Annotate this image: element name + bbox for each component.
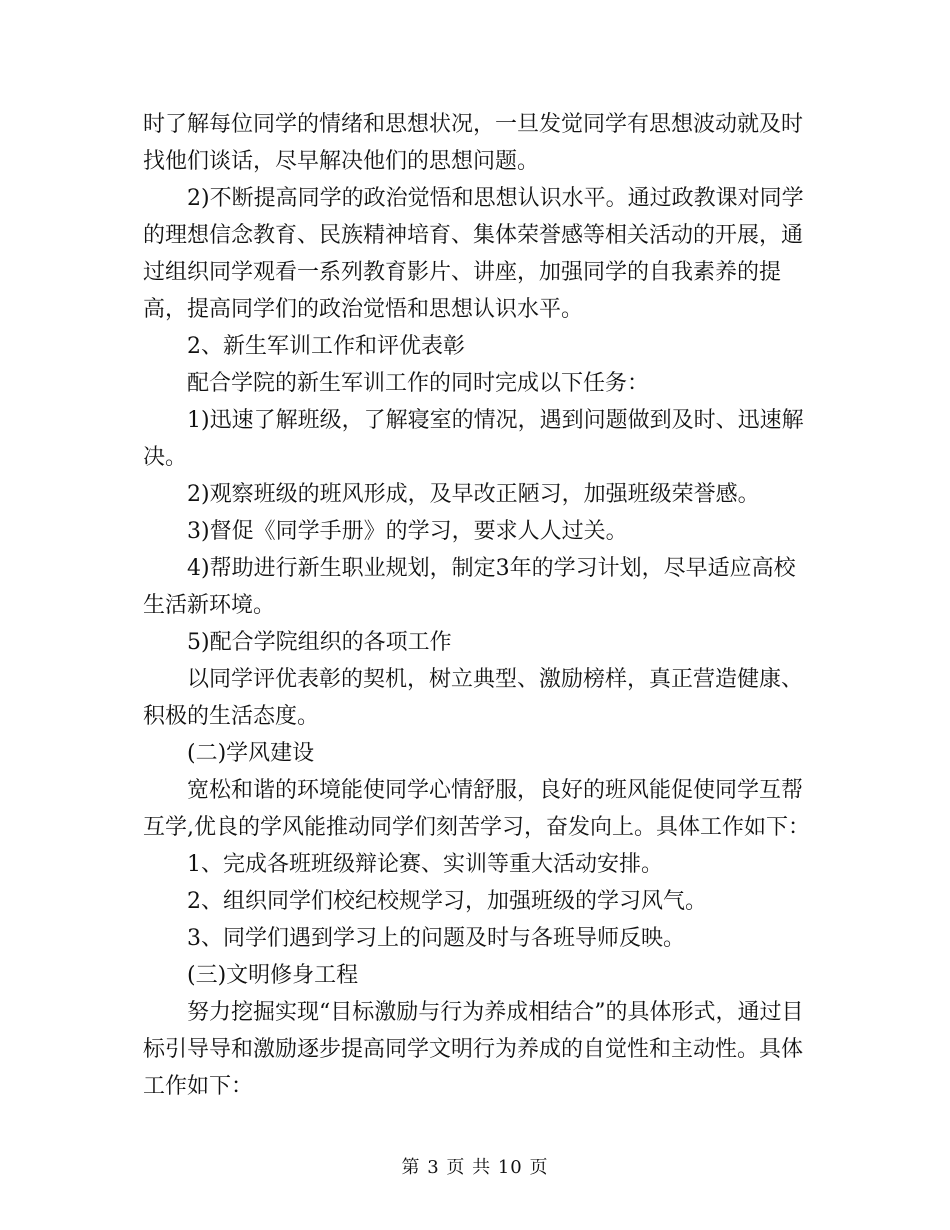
- list-item-3: 3)督促《同学手册》的学习，要求人人过关。: [187, 519, 628, 544]
- section-heading-civility: (三)文明修身工程: [187, 963, 359, 988]
- section-heading-military-training: 2、新生军训工作和评优表彰: [187, 334, 465, 359]
- section-heading-study-style: (二)学风建设: [187, 741, 315, 766]
- list-item-5: 5)配合学院组织的各项工作: [187, 630, 452, 655]
- page-number-footer: 第 3 页 共 10 页: [401, 1157, 549, 1178]
- paragraph-4: 配合学院的新生军训工作的同时完成以下任务：: [187, 371, 650, 396]
- list-item-2: 2)观察班级的班风形成，及早改正陋习，加强班级荣誉感。: [187, 482, 760, 507]
- paragraph-12: 宽松和谐的环境能使同学心情舒服，良好的班风能促使同学互帮互学,优良的学风能推动同学们刻苦学习，奋发向上。具体工作如下：: [143, 778, 810, 840]
- list-item-4: 4)帮助进行新生职业规划，制定3年的学习计划，尽早适应高校生活新环境。: [143, 556, 796, 618]
- study-item-2: 2、组织同学们校纪校规学习，加强班级的学习风气。: [187, 889, 707, 914]
- paragraph-17: 努力挖掘实现“目标激励与行为养成相结合”的具体形式，通过目标引导导和激励逐步提高同学文明行为养成的自觉性和主动性。具体工作如下：: [143, 1000, 804, 1099]
- study-item-3: 3、同学们遇到学习上的问题及时与各班导师反映。: [187, 926, 685, 951]
- paragraph-1: 时了解每位同学的情绪和思想状况，一旦发觉同学有思想波动就及时找他们谈话，尽早解决他们的思想问题。: [143, 112, 804, 174]
- paragraph-2: 2)不断提高同学的政治觉悟和思想认识水平。通过政教课对同学的理想信念教育、民族精神培育、集体荣誉感等相关活动的开展，通过组织同学观看一系列教育影片、讲座，加强同学的自我素养的提高，提高同学们的政治觉悟和思想认识水平。: [143, 186, 804, 322]
- paragraph-10: 以同学评优表彰的契机，树立典型、激励榜样，真正营造健康、积极的生活态度。: [143, 667, 804, 729]
- document-body: [143, 106, 813, 1105]
- study-item-1: 1、完成各班班级辩论赛、实训等重大活动安排。: [187, 852, 663, 877]
- list-item-1: 1)迅速了解班级，了解寝室的情况，遇到问题做到及时、迅速解决。: [143, 408, 804, 470]
